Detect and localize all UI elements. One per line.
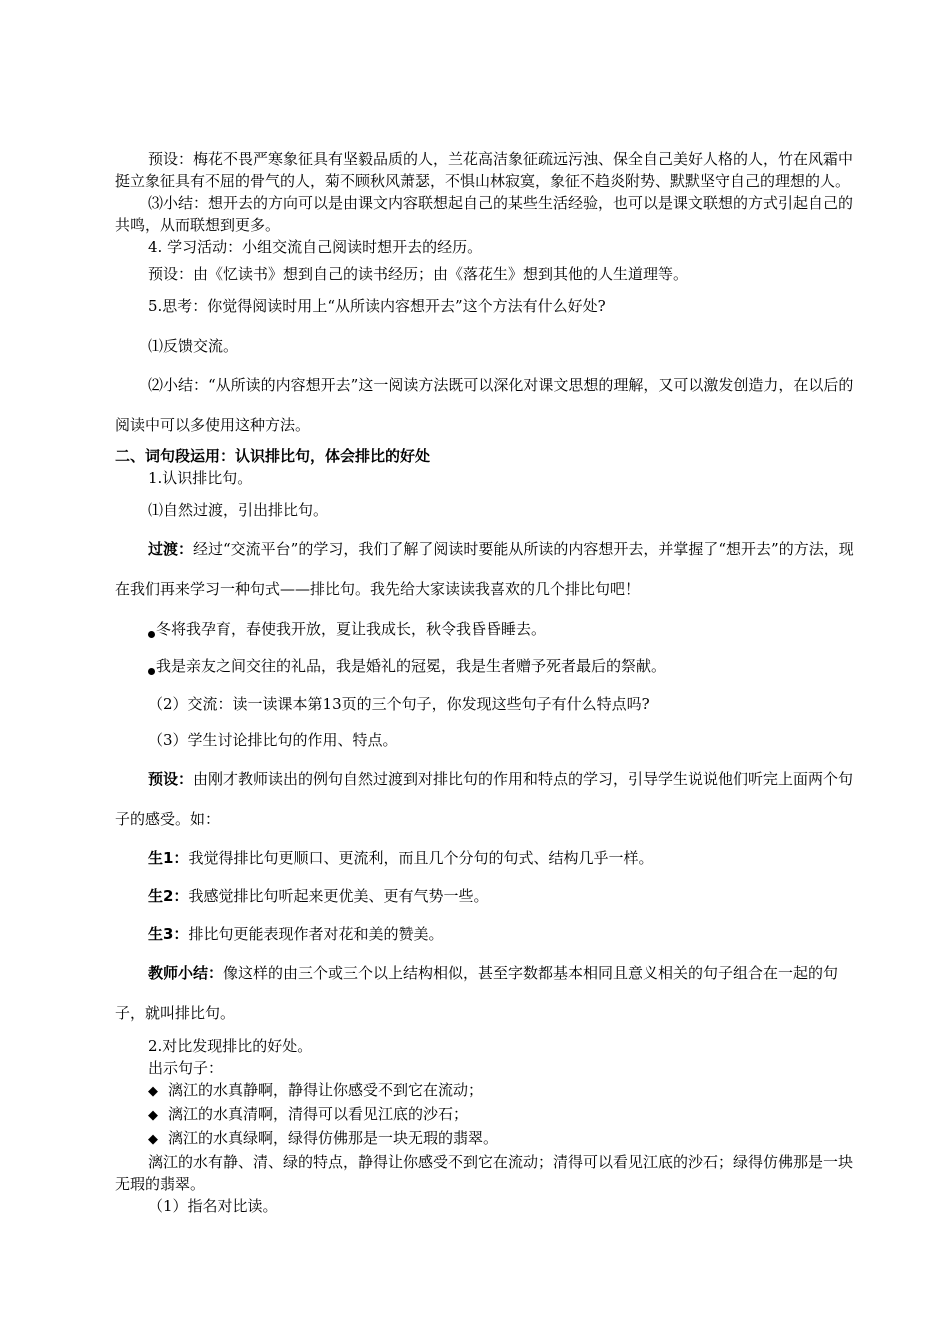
student-answer-1: 生1：我觉得排比句更顺口、更流利，而且几个分句的句式、结构几乎一样。 [148,849,654,867]
label-preset: 预设： [148,770,194,788]
document-body [115,148,860,1217]
paragraph-compare-read: （1）指名对比读。 [148,1197,278,1215]
bullet-sentence-1: 冬将我孕育，春使我开放，夏让我成长，秋令我昏昏睡去。 [115,609,860,649]
student-answer-2: 生2：我感觉排比句听起来更优美、更有气势一些。 [148,887,489,905]
paragraph-transition-intro: ⑴自然过渡，引出排比句。 [148,501,329,519]
paragraph-show-sentences: 出示句子： [148,1059,224,1077]
paragraph-summary-2: ⑵小结：“从所读的内容想开去”这一阅读方法既可以深化对课文思想的理解，又可以激发创造力，在以后的阅读中可以多使用这种方法。 [115,376,854,434]
diamond-sentence-1: ◆ 漓江的水真静啊，静得让你感受不到它在流动； [115,1079,860,1103]
paragraph-step-1: 1.认识排比句。 [148,469,253,487]
label-teacher-summary: 教师小结： [148,964,224,982]
paragraph-step-2: 2.对比发现排比的好处。 [148,1037,313,1055]
diamond-sentence-3: ◆ 漓江的水真绿啊，绿得仿佛那是一块无瑕的翡翠。 [115,1127,860,1151]
paragraph-activity-4: 4. 学习活动：小组交流自己阅读时想开去的经历。 [148,238,483,256]
paragraph-preset-reading: 预设：由《忆读书》想到自己的读书经历；由《落花生》想到其他的人生道理等。 [148,265,689,283]
paragraph-preset-flowers: 预设：梅花不畏严寒象征具有坚毅品质的人，兰花高洁象征疏远污浊、保全自己美好人格的人，竹在风霜中挺立象征具有不屈的骨气的人，菊不顾秋风萧瑟，不惧山林寂寞，象征不趋炎附势、默默坚守自己的理想的人。 [115,150,854,190]
bullet-dot-icon [148,631,155,638]
teacher-summary: 教师小结：像这样的由三个或三个以上结构相似，甚至字数都基本相同且意义相关的句子组合在一起的句子，就叫排比句。 [115,964,839,1022]
paragraph-summary-3: ⑶小结：想开去的方向可以是由课文内容联想起自己的某些生活经验，也可以是课文联想的方式引起自己的共鸣，从而联想到更多。 [115,194,854,234]
student-answer-3: 生3：排比句更能表现作者对花和美的赞美。 [148,925,444,943]
paragraph-discuss-3: （3）学生讨论排比句的作用、特点。 [148,731,398,749]
diamond-bullet-icon: ◆ [148,1108,158,1123]
paragraph-transition: 过渡：经过“交流平台”的学习，我们了解了阅读时要能从所读的内容想开去，并掌握了“想开去”的方法，现在我们再来学习一种句式——排比句。我先给大家读读我喜欢的几个排比句吧！ [115,540,854,598]
section-heading: 二、词句段运用：认识排比句，体会排比的好处 [115,447,431,465]
bullet-sentence-2: 我是亲友之间交往的礼品，我是婚礼的冠冕，我是生者赠予死者最后的祭献。 [115,655,860,677]
paragraph-feedback: ⑴反馈交流。 [148,337,239,355]
paragraph-exchange-2: （2）交流：读一读课本第13页的三个句子，你发现这些句子有什么特点吗? [148,695,650,713]
label-transition: 过渡： [148,540,194,558]
diamond-bullet-icon: ◆ [148,1084,158,1099]
paragraph-lijiang-combined: 漓江的水有静、清、绿的特点，静得让你感受不到它在流动；清得可以看见江底的沙石；绿得仿佛那是一块无瑕的翡翠。 [115,1153,854,1193]
paragraph-preset-parallelism: 预设：由刚才教师读出的例句自然过渡到对排比句的作用和特点的学习，引导学生说说他们听完上面两个句子的感受。如： [115,770,854,828]
bullet-dot-icon [148,668,155,675]
paragraph-think-5: 5.思考：你觉得阅读时用上“从所读内容想开去”这个方法有什么好处? [148,297,606,315]
diamond-sentence-2: ◆ 漓江的水真清啊，清得可以看见江底的沙石； [115,1103,860,1127]
diamond-bullet-icon: ◆ [148,1132,158,1147]
